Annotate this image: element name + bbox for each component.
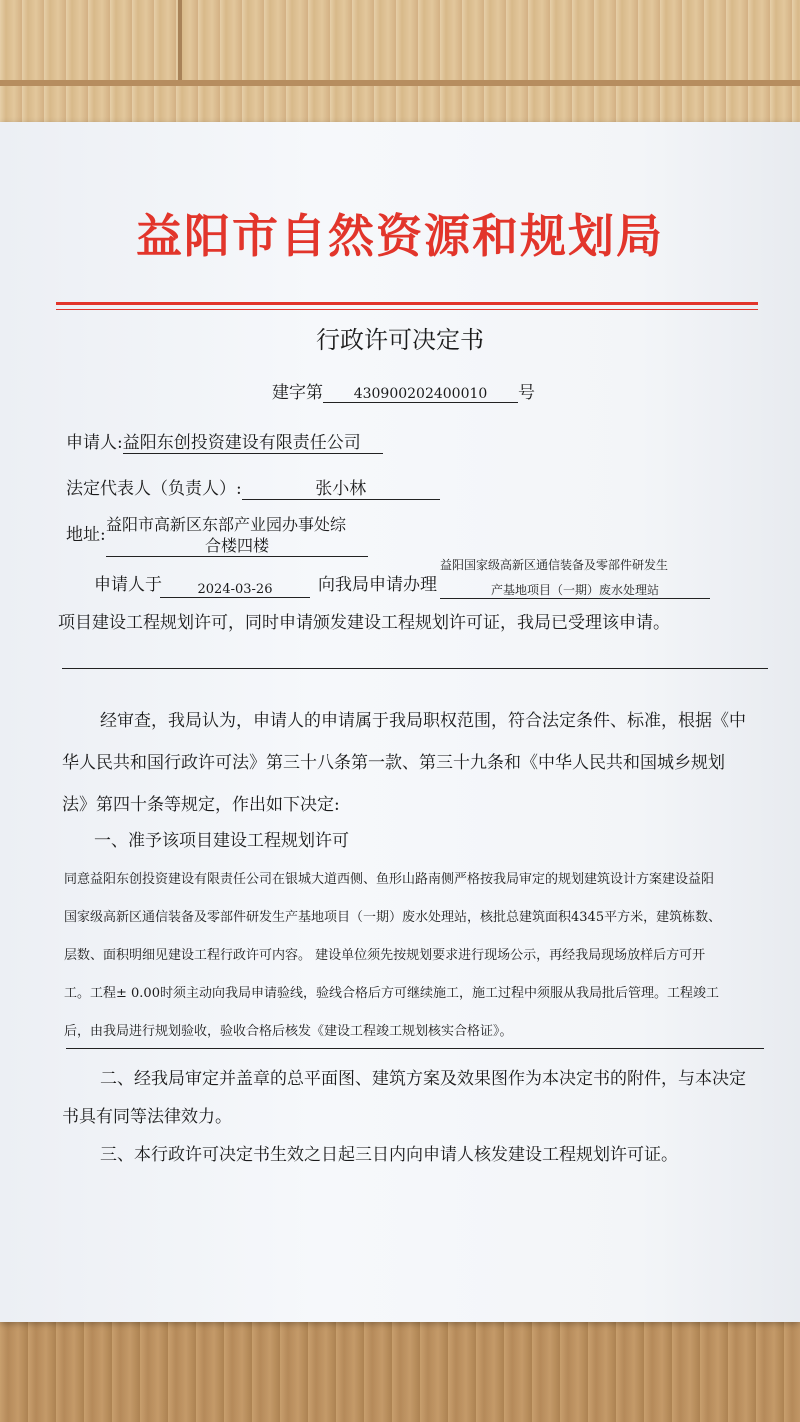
item-1-line-1: 同意益阳东创投资建设有限责任公司在银城大道西侧、鱼形山路南侧严格按我局审定的规划建筑设计方案建设益阳 [64,872,715,887]
wood-seam [178,0,182,80]
applicant-name: 益阳东创投资建设有限责任公司 [123,428,383,454]
agency-title: 益阳市自然资源和规划局 [136,209,664,263]
apply-prefix: 申请人于 [94,575,162,595]
review-line-3: 法》第四十条等规定，作出如下决定: [62,795,340,815]
review-line-2: 华人民共和国行政许可法》第三十八条第一款、第三十九条和《中华人民共和国城乡规划 [62,753,725,773]
doc-number-row [272,378,535,403]
item-1-line-4: 工。工程± 0.00时须主动向我局申请验线，验线合格后方可继续施工，施工过程中须服从我局批后管理。工程竣工 [64,986,719,1001]
doc-number-prefix: 建字第 [272,383,323,403]
applicant-label: 申请人: [66,433,123,453]
item-2-line-2: 书具有同等法律效力。 [62,1107,232,1127]
project-name-line-1: 益阳国家级高新区通信装备及零部件研发生 [440,558,669,572]
address-line-2: 合楼四楼 [106,533,368,557]
item-1-divider [66,1048,764,1049]
apply-tail: 项目建设工程规划许可，同时申请颁发建设工程规划许可证，我局已受理该申请。 [58,613,670,633]
header-red-rule-thin [56,309,758,310]
address-line-1: 益阳市高新区东部产业园办事处综 [106,515,347,534]
item-1-line-2: 国家级高新区通信装备及零部件研发生产基地项目（一期）废水处理站，核批总建筑面积4345平方米，建筑栋数、 [64,910,722,925]
applicant-row [66,428,383,454]
header-red-rule [56,302,758,305]
item-2-line-1: 二、经我局审定并盖章的总平面图、建筑方案及效果图作为本决定书的附件，与本决定 [100,1069,746,1089]
review-line-1: 经审查，我局认为，申请人的申请属于我局职权范围，符合法定条件、标准，根据《中 [100,711,746,731]
doc-number: 430900202400010 [323,386,518,403]
item-1-line-3: 层数、面积明细见建设工程行政许可内容。 建设单位须先按规划要求进行现场公示，再经我局现场放样后方可开 [64,948,706,963]
wood-background-bottom [0,1320,800,1422]
wood-strip [0,80,800,86]
item-1-line-5: 后，由我局进行规划验收，验收合格后核发《建设工程竣工规划核实合格证》。 [64,1024,513,1039]
item-3-line-1: 三、本行政许可决定书生效之日起三日内向申请人核发建设工程规划许可证。 [100,1145,678,1165]
item-1-title: 一、准予该项目建设工程规划许可 [94,831,349,851]
document-title: 行政许可决定书 [316,326,484,354]
doc-number-suffix: 号 [518,383,535,403]
section-divider [62,668,768,669]
wood-background-top [0,0,800,122]
apply-date: 2024-03-26 [160,582,310,598]
address-label: 地址: [66,525,106,545]
legal-rep-name: 张小林 [242,474,440,500]
apply-middle: 向我局申请办理 [318,575,437,595]
legal-rep-row [66,474,440,500]
project-name-line-2: 产基地项目（一期）废水处理站 [440,581,710,599]
legal-rep-label: 法定代表人（负责人）: [66,479,242,499]
